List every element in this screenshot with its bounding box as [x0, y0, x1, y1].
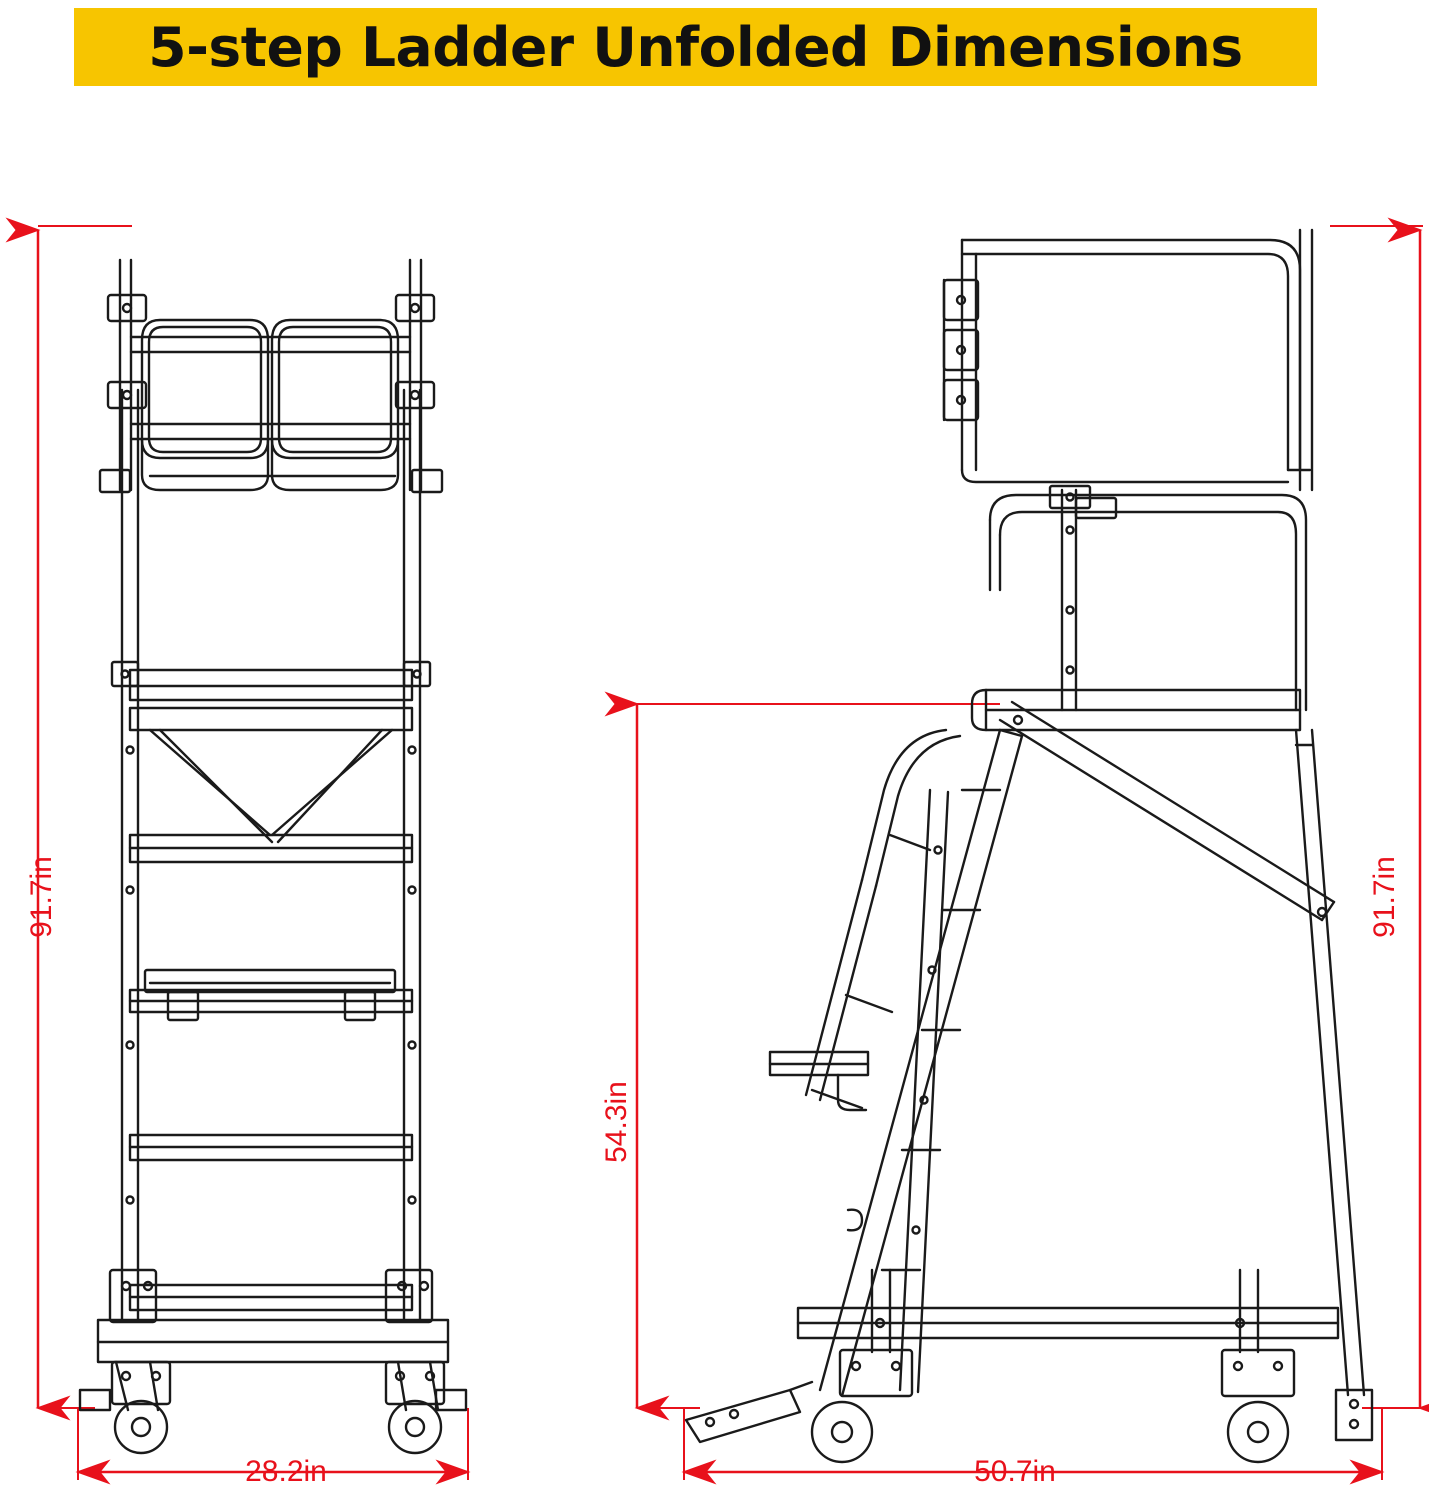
caster-wheel-side-left	[812, 1402, 872, 1462]
side-view-drawing	[686, 230, 1372, 1462]
title-banner	[74, 8, 1317, 86]
technical-drawing	[0, 90, 1429, 1500]
dimension-label-platform-height: 54.3in	[600, 1081, 633, 1163]
page-title: 5-step Ladder Unfolded Dimensions	[148, 15, 1243, 79]
dimension-label-front-width: 28.2in	[245, 1455, 327, 1488]
dimension-label-side-depth: 50.7in	[974, 1455, 1056, 1488]
dimension-label-side-height: 91.7in	[1368, 856, 1401, 938]
front-view-drawing	[80, 260, 466, 1453]
caster-wheel-front-left	[115, 1401, 167, 1453]
caster-wheel-side-right	[1228, 1402, 1288, 1462]
dimension-label-front-height: 91.7in	[25, 856, 58, 938]
caster-wheel-front-right	[389, 1401, 441, 1453]
